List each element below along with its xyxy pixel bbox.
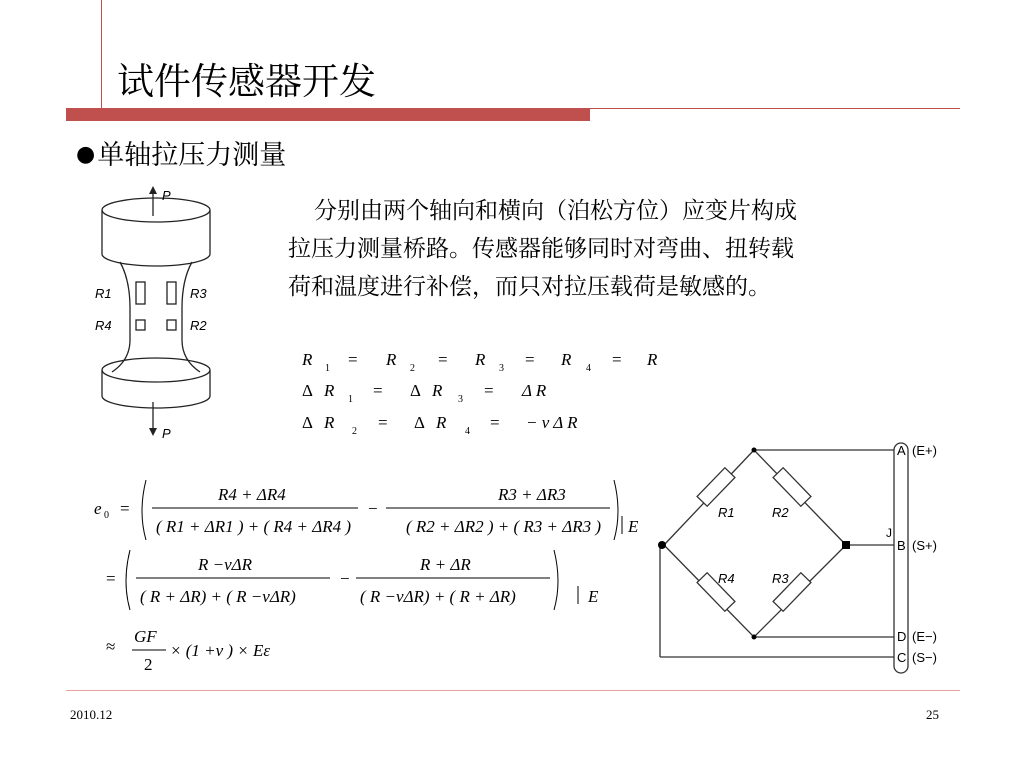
terminal-c: C xyxy=(897,650,907,665)
formula-num3: R −νΔR xyxy=(198,555,253,574)
eq3-r: R xyxy=(324,413,335,432)
formula-rest: × (1 +ν ) × Eε xyxy=(170,641,271,660)
formula-den2: ( R2 + ΔR2 ) + ( R3 + ΔR3 ) xyxy=(406,517,602,536)
terminal-d-label: (E−) xyxy=(912,629,937,644)
force-label-top: P xyxy=(162,188,171,203)
formula-num2: R3 + ΔR3 xyxy=(498,485,566,504)
paragraph-line: 拉压力测量桥路。传感器能够同时对弯曲、扭转载 xyxy=(288,236,794,262)
eq3-rhs: − ν Δ R xyxy=(526,413,578,432)
eq2-r2: R xyxy=(432,381,443,400)
paren-left-1 xyxy=(142,480,146,540)
eq1-sub3: 3 xyxy=(499,363,504,374)
arrow-down-icon xyxy=(149,428,157,436)
eq1-eq1: = xyxy=(348,350,358,369)
bridge-circuit xyxy=(650,435,950,675)
eq2-delta: Δ xyxy=(302,381,313,400)
eq3-delta2: Δ xyxy=(414,413,425,432)
formula-den3: ( R + ΔR) + ( R −νΔR) xyxy=(140,587,296,606)
eq1-sub4: 4 xyxy=(586,363,591,374)
terminal-a-label: (E+) xyxy=(912,443,937,458)
eq3-r2: R xyxy=(436,413,447,432)
node-left xyxy=(658,541,666,549)
eq1-r2: R xyxy=(386,350,397,369)
page-number: 25 xyxy=(926,707,939,722)
formula-num4: R + ΔR xyxy=(420,555,471,574)
bridge-j-label: J xyxy=(886,526,892,540)
terminal-d: D xyxy=(897,629,907,644)
formula-minus1: − xyxy=(368,499,378,518)
formula-num1: R4 + ΔR4 xyxy=(218,485,286,504)
eq2-r: R xyxy=(324,381,335,400)
formula-eq2: = xyxy=(106,569,116,588)
eq1-eq4: = xyxy=(612,350,622,369)
node-bottom xyxy=(752,635,757,640)
terminal-c-label: (S−) xyxy=(912,650,937,665)
output-formula xyxy=(90,470,650,685)
bridge-r2-label: R2 xyxy=(772,505,789,520)
bridge-r1-label: R1 xyxy=(718,505,735,520)
eq1-sub1: 1 xyxy=(325,363,330,374)
eq3-eq2: = xyxy=(490,413,500,432)
eq3-sub2: 2 xyxy=(352,426,357,437)
paren-right-1 xyxy=(614,480,618,540)
paragraph-line: 分别由两个轴向和横向（泊松方位）应变片构成 xyxy=(314,198,797,224)
force-label-bottom: P xyxy=(162,426,171,441)
description-paragraph xyxy=(288,192,928,306)
resistance-equations xyxy=(290,340,670,440)
bridge-r3-label: R3 xyxy=(772,571,789,586)
eq1-r1: R xyxy=(302,350,313,369)
formula-e2: E xyxy=(588,587,599,606)
bridge-r4-label: R4 xyxy=(718,571,735,586)
gauge-label-r1: R1 xyxy=(95,286,112,301)
terminal-b-label: (S+) xyxy=(912,538,937,553)
eq1-eq3: = xyxy=(525,350,535,369)
eq3-delta: Δ xyxy=(302,413,313,432)
node-right xyxy=(842,541,850,549)
eq1-sub2: 2 xyxy=(410,363,415,374)
eq2-rhs: Δ R xyxy=(522,381,547,400)
formula-minus2: − xyxy=(340,569,350,588)
eq1-r4: R xyxy=(561,350,572,369)
eq3-eq1: = xyxy=(378,413,388,432)
paragraph-line: 荷和温度进行补偿，而只对拉压载荷是敏感的。 xyxy=(288,274,771,300)
formula-e0: e xyxy=(94,499,102,518)
formula-e0-sub: 0 xyxy=(104,510,109,521)
eq2-delta2: Δ xyxy=(410,381,421,400)
slide-title: 试件传感器开发 xyxy=(117,60,376,103)
node-top xyxy=(752,448,757,453)
terminal-b: B xyxy=(897,538,906,553)
formula-e1: E xyxy=(628,517,639,536)
title-vertical-rule xyxy=(101,0,102,118)
paren-right-2 xyxy=(554,550,558,610)
specimen-diagram xyxy=(86,180,226,445)
eq2-eq1: = xyxy=(373,381,383,400)
eq1-r3: R xyxy=(475,350,486,369)
footer-rule xyxy=(66,690,960,691)
eq2-sub1: 1 xyxy=(348,394,353,405)
bullet-dot-icon: ● xyxy=(76,142,96,167)
eq1-eq2: = xyxy=(438,350,448,369)
footer-date: 2010.12 xyxy=(70,707,113,722)
bullet-text: 单轴拉压力测量 xyxy=(97,140,287,171)
formula-eq: = xyxy=(120,499,130,518)
gauge-label-r4: R4 xyxy=(95,318,112,333)
gauge-label-r2: R2 xyxy=(190,318,207,333)
eq3-sub4: 4 xyxy=(465,426,470,437)
formula-den4: ( R −νΔR) + ( R + ΔR) xyxy=(360,587,516,606)
eq1-rhs: R xyxy=(647,350,658,369)
bullet-item xyxy=(76,138,286,173)
eq2-eq2: = xyxy=(484,381,494,400)
paren-left-2 xyxy=(126,550,130,610)
formula-gf: GF xyxy=(134,627,157,646)
formula-den1: ( R1 + ΔR1 ) + ( R4 + ΔR4 ) xyxy=(156,517,352,536)
formula-two: 2 xyxy=(144,655,153,674)
gauge-label-r3: R3 xyxy=(190,286,207,301)
arrow-up-icon xyxy=(149,186,157,194)
terminal-a: A xyxy=(897,443,906,458)
eq2-sub3: 3 xyxy=(458,394,463,405)
title-underline-thick xyxy=(66,109,590,121)
formula-approx: ≈ xyxy=(106,637,116,656)
